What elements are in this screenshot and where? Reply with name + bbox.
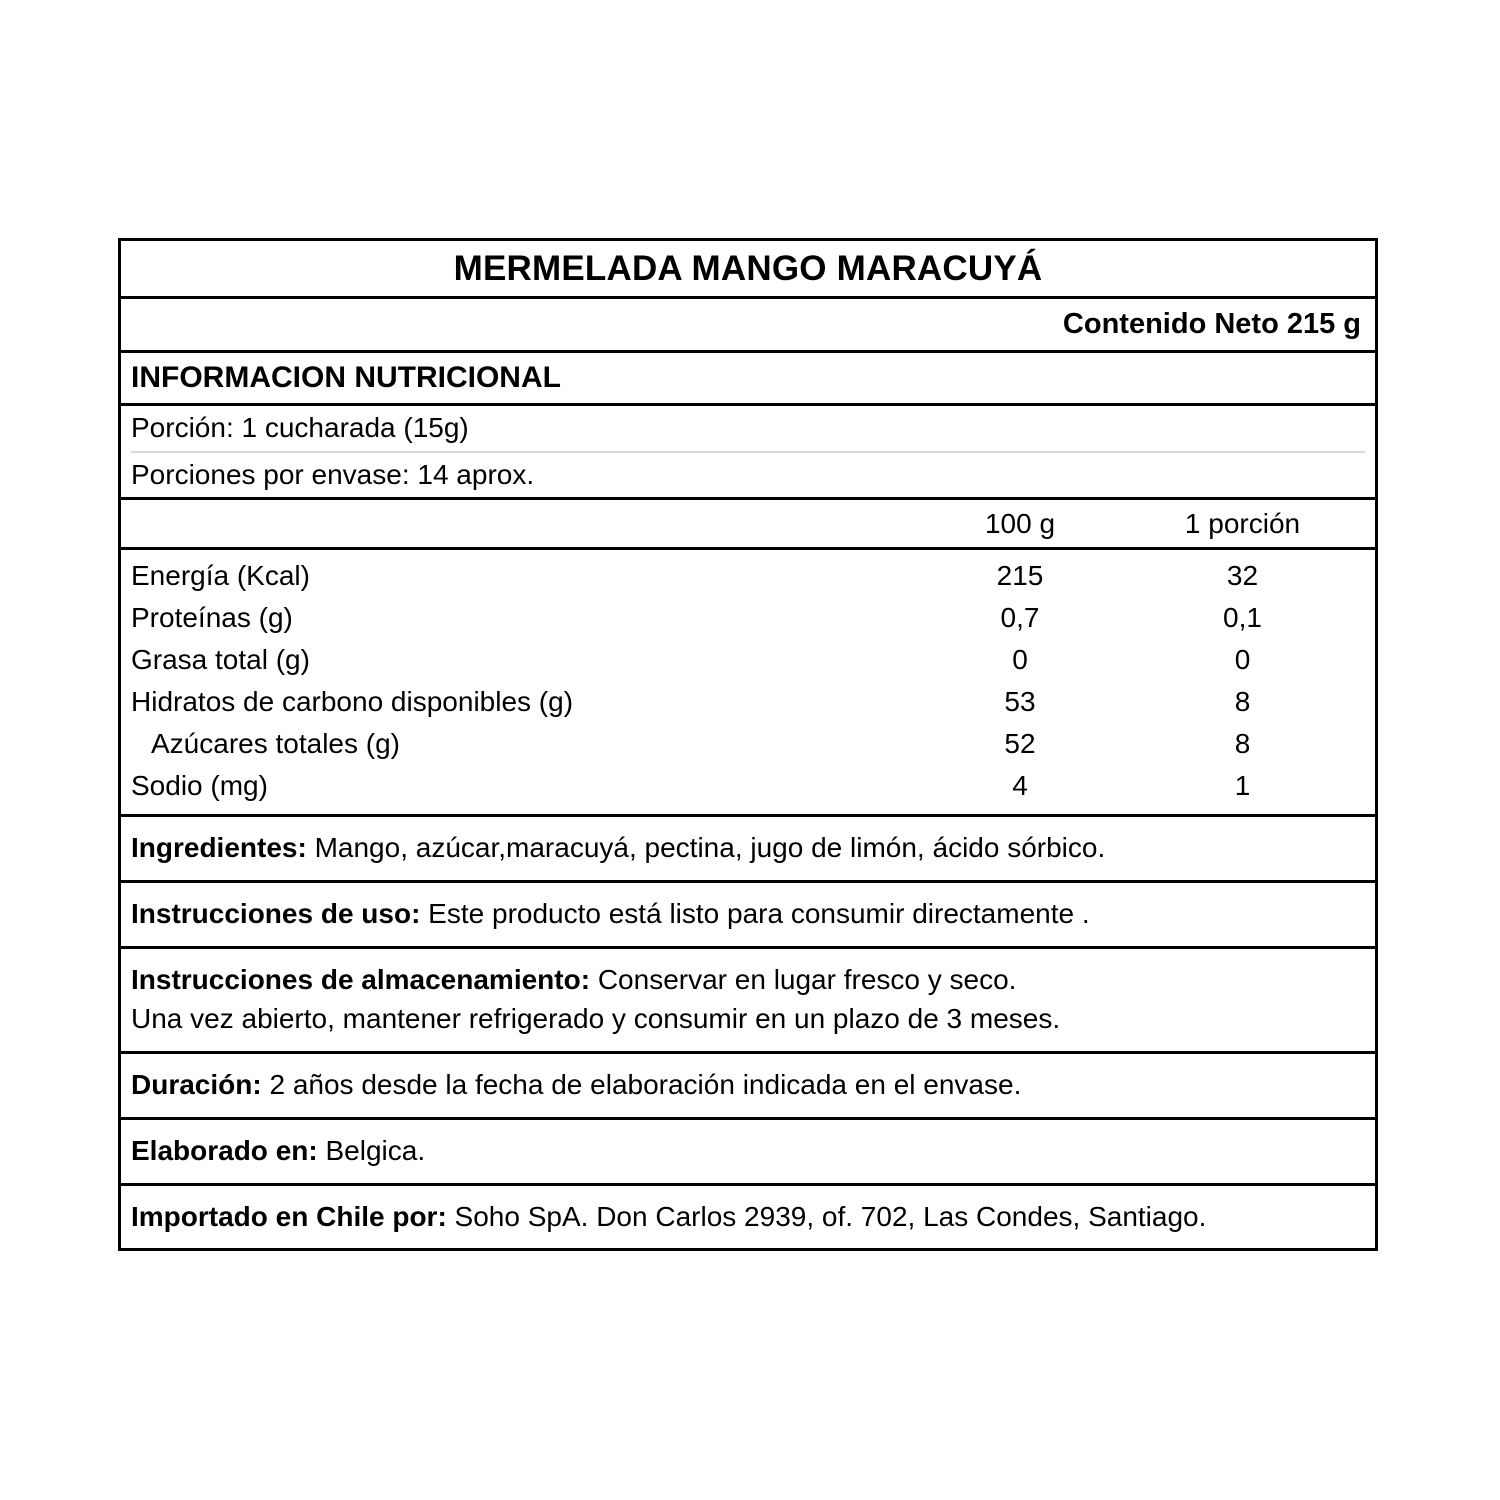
nutrition-column-header-row (121, 500, 1375, 550)
made-in-row (121, 1120, 1375, 1186)
duration-line (131, 1065, 1365, 1105)
nutrition-heading: INFORMACION NUTRICIONAL (131, 361, 561, 394)
net-content-row (121, 299, 1375, 353)
usage-line (131, 894, 1365, 934)
ingredients-value: Mango, azúcar,maracuyá, pectina, jugo de limón, ácido sórbico. (306, 832, 1106, 863)
duration-row (121, 1054, 1375, 1120)
nutrient-value-100g: 52 (1004, 728, 1036, 759)
table-row (131, 681, 1365, 723)
importer-row (121, 1186, 1375, 1249)
nutrient-value-portion: 0,1 (1223, 602, 1262, 633)
nutrition-heading-row (121, 353, 1375, 406)
column-header-per-portion: 1 porción (1184, 507, 1301, 539)
table-row (131, 597, 1365, 639)
storage-instructions-row (121, 949, 1375, 1055)
net-content-text: Contenido Neto 215 g (1062, 308, 1361, 340)
ingredients-line (131, 828, 1365, 868)
page-title: MERMELADA MANGO MARACUYÁ (453, 249, 1043, 288)
usage-instructions-row (121, 883, 1375, 949)
nutrient-value-portion: 8 (1234, 686, 1251, 717)
duration-value: 2 años desde la fecha de elaboración indicada en el envase. (261, 1069, 1022, 1100)
nutrition-label-table (118, 238, 1378, 1251)
nutrient-value-portion: 8 (1234, 728, 1251, 759)
nutrient-value-100g: 0,7 (1000, 602, 1040, 633)
table-row (131, 555, 1365, 597)
serving-size-line: Porción: 1 cucharada (15g) (131, 406, 1365, 453)
ingredients-row (121, 817, 1375, 883)
importer-label: Importado en Chile por: (131, 1200, 447, 1232)
storage-line-1 (131, 960, 1365, 1000)
nutrient-name: Energía (Kcal) (131, 560, 310, 591)
ingredients-label: Ingredientes: (131, 832, 307, 863)
made-in-line (131, 1131, 1365, 1171)
nutrient-value-portion: 0 (1234, 644, 1251, 675)
nutrient-value-100g: 0 (1012, 644, 1028, 675)
usage-label: Instrucciones de uso: (131, 897, 421, 929)
nutrient-name: Grasa total (g) (131, 644, 310, 675)
nutrient-name: Hidratos de carbono disponibles (g) (131, 686, 574, 717)
serving-info-row (121, 406, 1375, 500)
storage-label: Instrucciones de almacenamiento: (131, 963, 591, 995)
made-in-value: Belgica. (317, 1134, 426, 1166)
nutrient-name: Sodio (mg) (131, 770, 268, 801)
table-row (131, 723, 1365, 765)
made-in-label: Elaborado en: (131, 1134, 318, 1166)
column-header-per-100g: 100 g (984, 507, 1056, 539)
product-title-row (121, 241, 1375, 299)
nutrient-value-100g: 215 (996, 560, 1044, 591)
nutrient-value-portion: 1 (1234, 770, 1251, 801)
importer-line (131, 1197, 1365, 1237)
nutrition-rows-body (121, 550, 1375, 817)
nutrient-value-100g: 4 (1012, 770, 1028, 801)
storage-value: Conservar en lugar fresco y seco. (590, 963, 1017, 995)
nutrient-value-portion: 32 (1226, 560, 1259, 591)
servings-per-container-line: Porciones por envase: 14 aprox. (131, 458, 535, 490)
importer-value: Soho SpA. Don Carlos 2939, of. 702, Las Condes, Santiago. (446, 1200, 1207, 1232)
nutrient-value-100g: 53 (1004, 686, 1036, 717)
table-row (131, 639, 1365, 681)
nutrient-name: Proteínas (g) (131, 602, 293, 633)
usage-value: Este producto está listo para consumir directamente . (420, 897, 1090, 929)
storage-line-2: Una vez abierto, mantener refrigerado y consumir en un plazo de 3 meses. (131, 1003, 1061, 1035)
table-row (131, 765, 1365, 807)
nutrient-name: Azúcares totales (g) (151, 728, 400, 759)
duration-label: Duración: (131, 1069, 262, 1100)
